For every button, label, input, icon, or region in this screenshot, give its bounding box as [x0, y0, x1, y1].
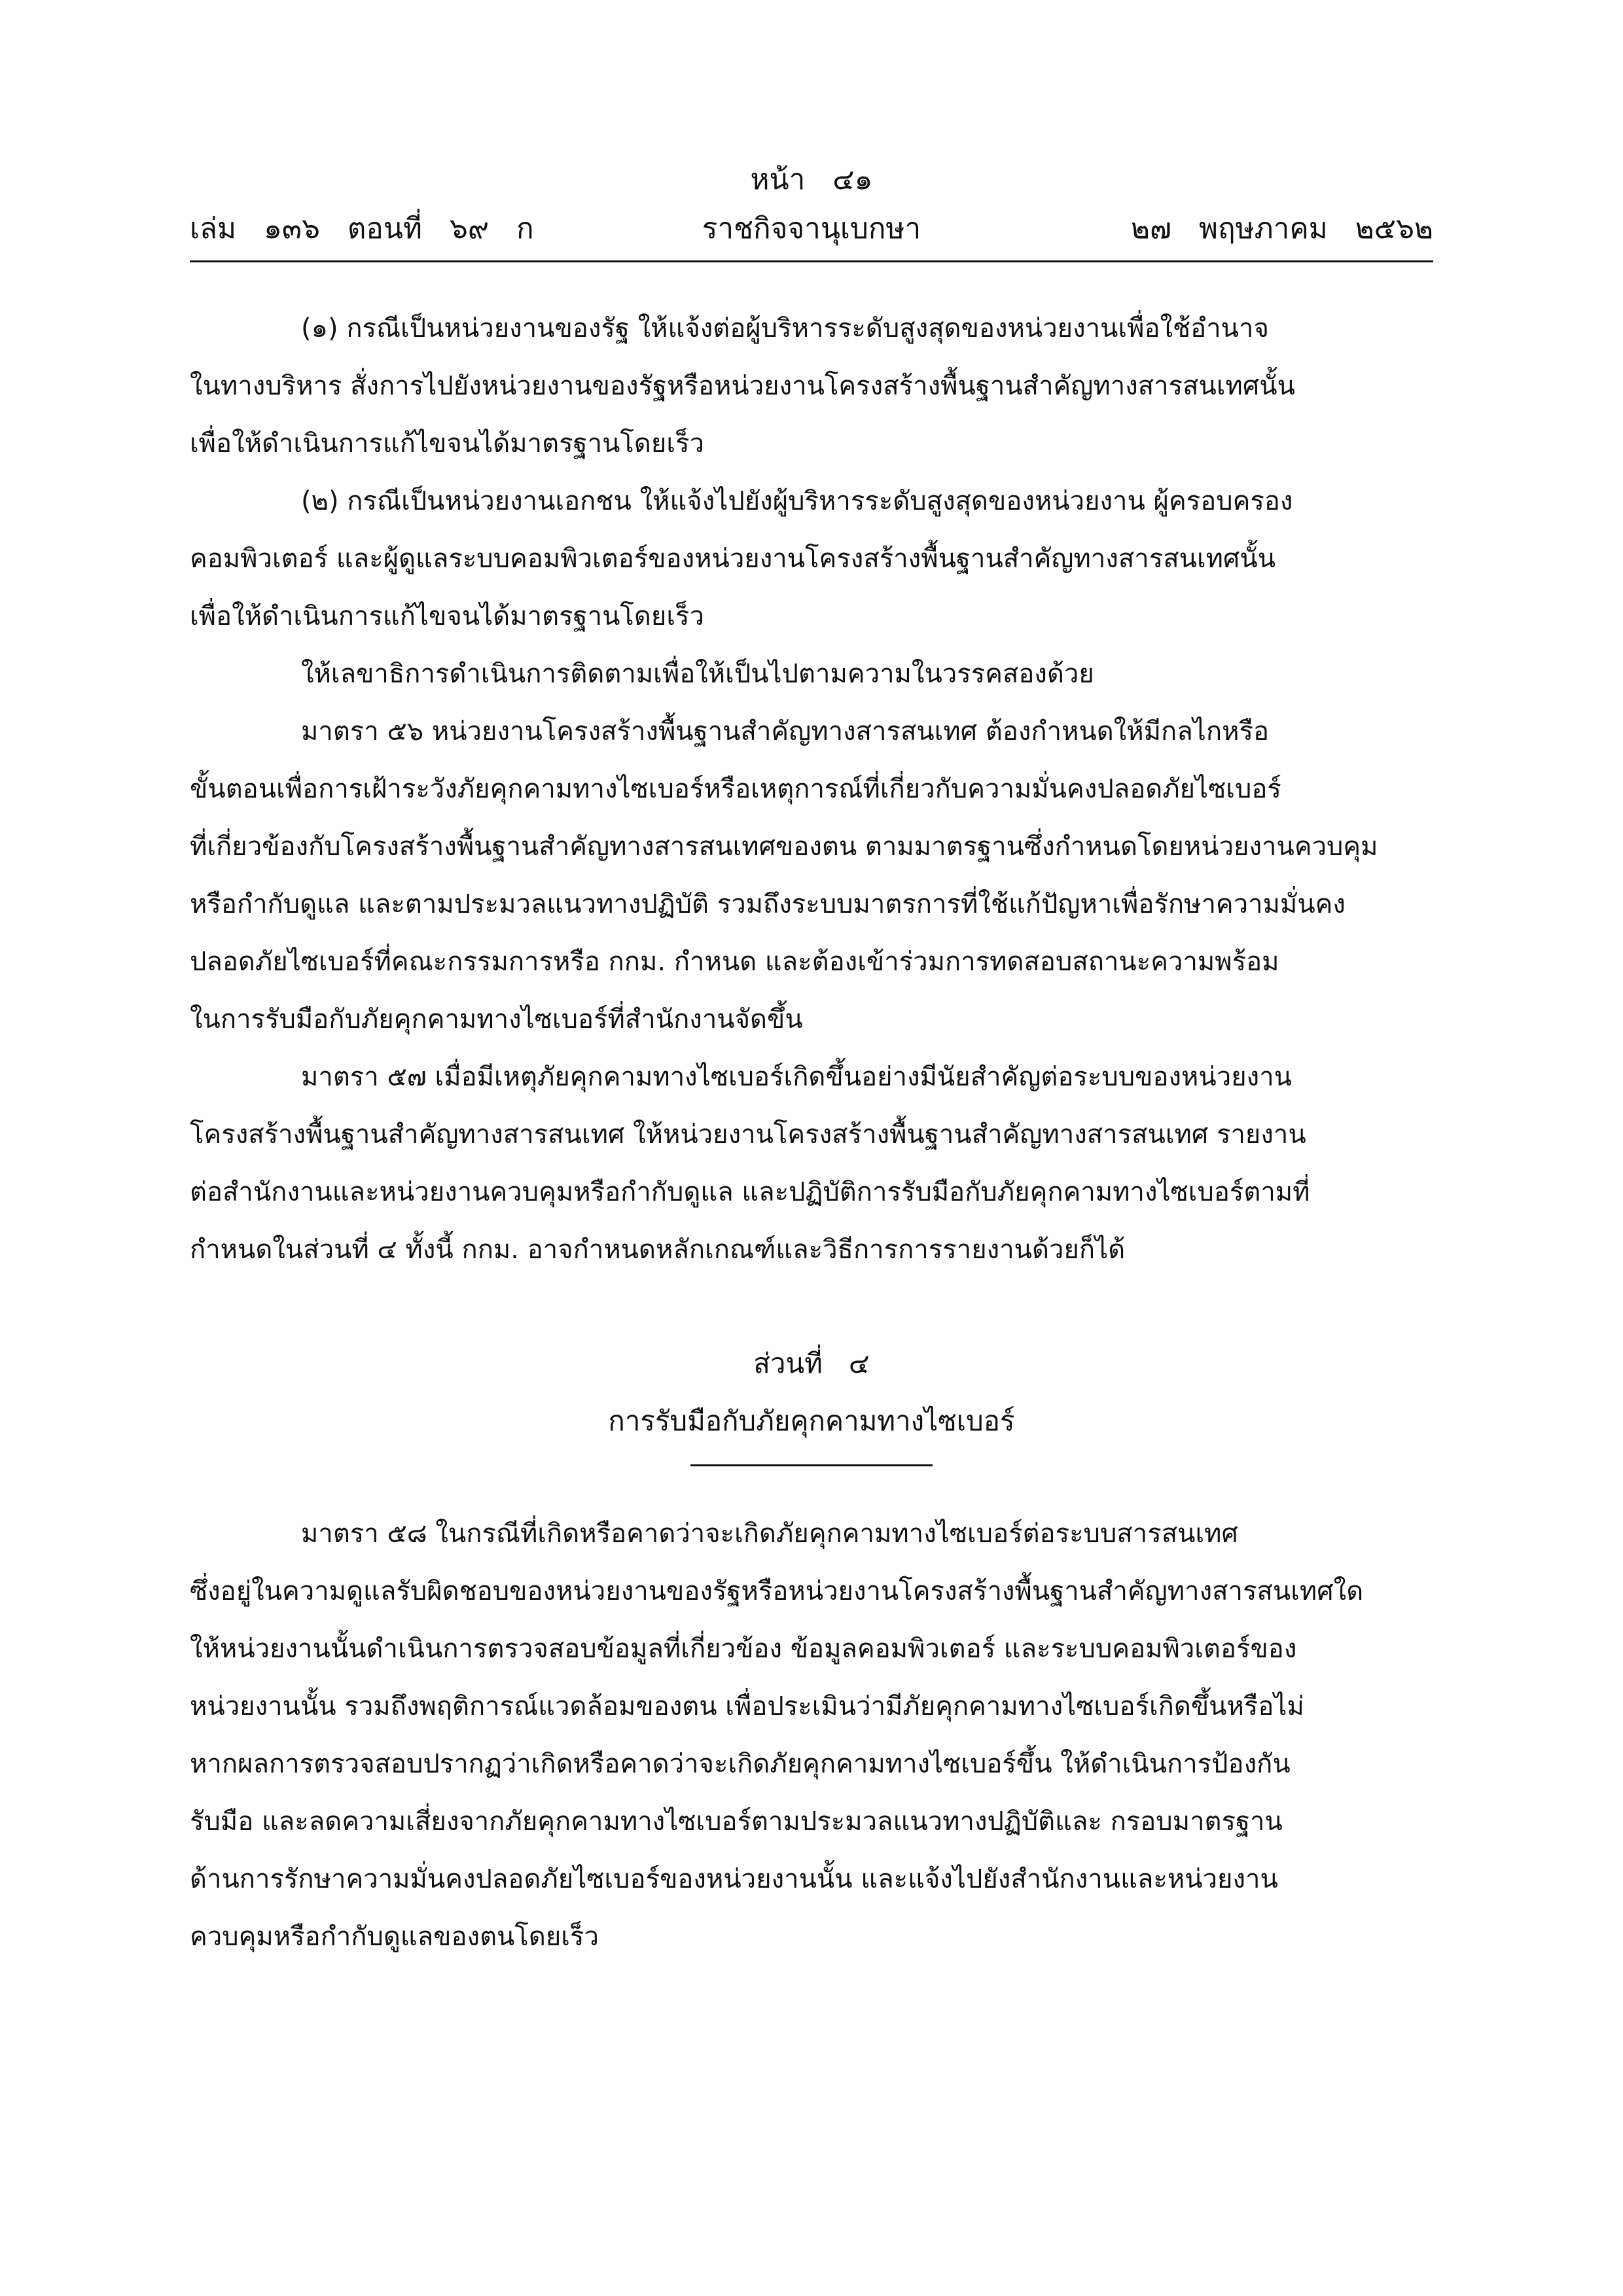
- paragraph-clause-2: (๒) กรณีเป็นหน่วยงานเอกชน ให้แจ้งไปยังผู้บริหารระดับสูงสุดของหน่วยงาน ผู้ครอบครอง คอมพิวเตอร์ และผู้ดูแลระบบคอมพิวเตอร์ของหน่วยงานโครงสร้างพื้นฐานสำคัญทางสารสนเทศนั้น เพื่อให้ดำเนินการแก้ไขจนได้มาตรฐานโดยเร็ว: [190, 486, 1293, 631]
- part-divider: [690, 1464, 933, 1466]
- header-divider: [190, 260, 1433, 262]
- gazette-header: [190, 206, 1433, 252]
- body-text-bottom: [190, 1505, 1433, 1966]
- part-title: การรับมือกับภัยคุกคามทางไซเบอร์: [608, 1405, 1015, 1437]
- paragraph-section-58: มาตรา ๕๘ ในกรณีที่เกิดหรือคาดว่าจะเกิดภัยคุกคามทางไซเบอร์ต่อระบบสารสนเทศ ซึ่งอยู่ในความดูแลรับผิดชอบของหน่วยงานของรัฐหรือหน่วยงานโครงสร้างพื้นฐานสำคัญทางสารสนเทศใด ให้หน่วยงานนั้นดำเนินการตรวจสอบข้อมูลที่เกี่ยวข้อง ข้อมูลคอมพิวเตอร์ และระบบคอมพิวเตอร์ของ หน่วยงานนั้น รวมถึงพฤติการณ์แวดล้อมของตน เพื่อประเมินว่ามีภัยคุกคามทางไซเบอร์เกิดขึ้นหรือไม่ หากผลการตรวจสอบปรากฏว่าเกิดหรือคาดว่าจะเกิดภัยคุกคามทางไซเบอร์ขึ้น ให้ดำเนินการป้องกัน รับมือ และลดความเสี่ยงจากภัยคุกคามทางไซเบอร์ตามประมวลแนวทางปฏิบัติและ กรอบมาตรฐาน ด้านการรักษาความมั่นคงปลอดภัยไซเบอร์ของหน่วยงานนั้น และแจ้งไปยังสำนักงานและหน่วยงาน ควบคุมหรือกำกับดูแลของตนโดยเร็ว: [190, 1519, 1364, 1952]
- page-number: หน้า ๔๑: [750, 163, 873, 196]
- paragraph-section-57: มาตรา ๕๗ เมื่อมีเหตุภัยคุกคามทางไซเบอร์เกิดขึ้นอย่างมีนัยสำคัญต่อระบบของหน่วยงาน โครงสร้างพื้นฐานสำคัญทางสารสนเทศ ให้หน่วยงานโครงสร้างพื้นฐานสำคัญทางสารสนเทศ รายงาน ต่อสำนักงานและหน่วยงานควบคุมหรือกำกับดูแล และปฏิบัติการรับมือกับภัยคุกคามทางไซเบอร์ตามที่ กำหนดในส่วนที่ ๔ ทั้งนี้ กกม. อาจกำหนดหลักเกณฑ์และวิธีการการรายงานด้วยก็ได้: [190, 1062, 1310, 1265]
- gazette-title: ราชกิจจานุเบกษา: [702, 212, 921, 245]
- paragraph-section-56: มาตรา ๕๖ หน่วยงานโครงสร้างพื้นฐานสำคัญทางสารสนเทศ ต้องกำหนดให้มีกลไกหรือ ขั้นตอนเพื่อการเฝ้าระวังภัยคุกคามทางไซเบอร์หรือเหตุการณ์ที่เกี่ยวกับความมั่นคงปลอดภัยไซเบอร์ ที่เกี่ยวข้องกับโครงสร้างพื้นฐานสำคัญทางสารสนเทศของตน ตามมาตรฐานซึ่งกำหนดโดยหน่วยงานควบคุม หรือกำกับดูแล และตามประมวลแนวทางปฏิบัติ รวมถึงระบบมาตรการที่ใช้แก้ปัญหาเพื่อรักษาความมั่นคง ปลอดภัยไซเบอร์ที่คณะกรรมการหรือ กกม. กำหนด และต้องเข้าร่วมการทดสอบสถานะความพร้อม ในการรับมือกับภัยคุกคามทางไซเบอร์ที่สำนักงานจัดขึ้น: [190, 716, 1378, 1034]
- volume-issue: เล่ม ๑๓๖ ตอนที่ ๖๙ ก: [190, 212, 534, 245]
- body-text-top: [190, 300, 1433, 1279]
- paragraph-clause-1: (๑) กรณีเป็นหน่วยงานของรัฐ ให้แจ้งต่อผู้บริหารระดับสูงสุดของหน่วยงานเพื่อใช้อำนาจ ในทางบริหาร สั่งการไปยังหน่วยงานของรัฐหรือหน่วยงานโครงสร้างพื้นฐานสำคัญทางสารสนเทศนั้น เพื่อให้ดำเนินการแก้ไขจนได้มาตรฐานโดยเร็ว: [190, 313, 1295, 459]
- paragraph-secretary: ให้เลขาธิการดำเนินการติดตามเพื่อให้เป็นไปตามความในวรรคสองด้วย: [301, 659, 1094, 689]
- part-number: ส่วนที่ ๔: [753, 1347, 870, 1379]
- publication-date: ๒๗ พฤษภาคม ๒๕๖๒: [1130, 212, 1433, 245]
